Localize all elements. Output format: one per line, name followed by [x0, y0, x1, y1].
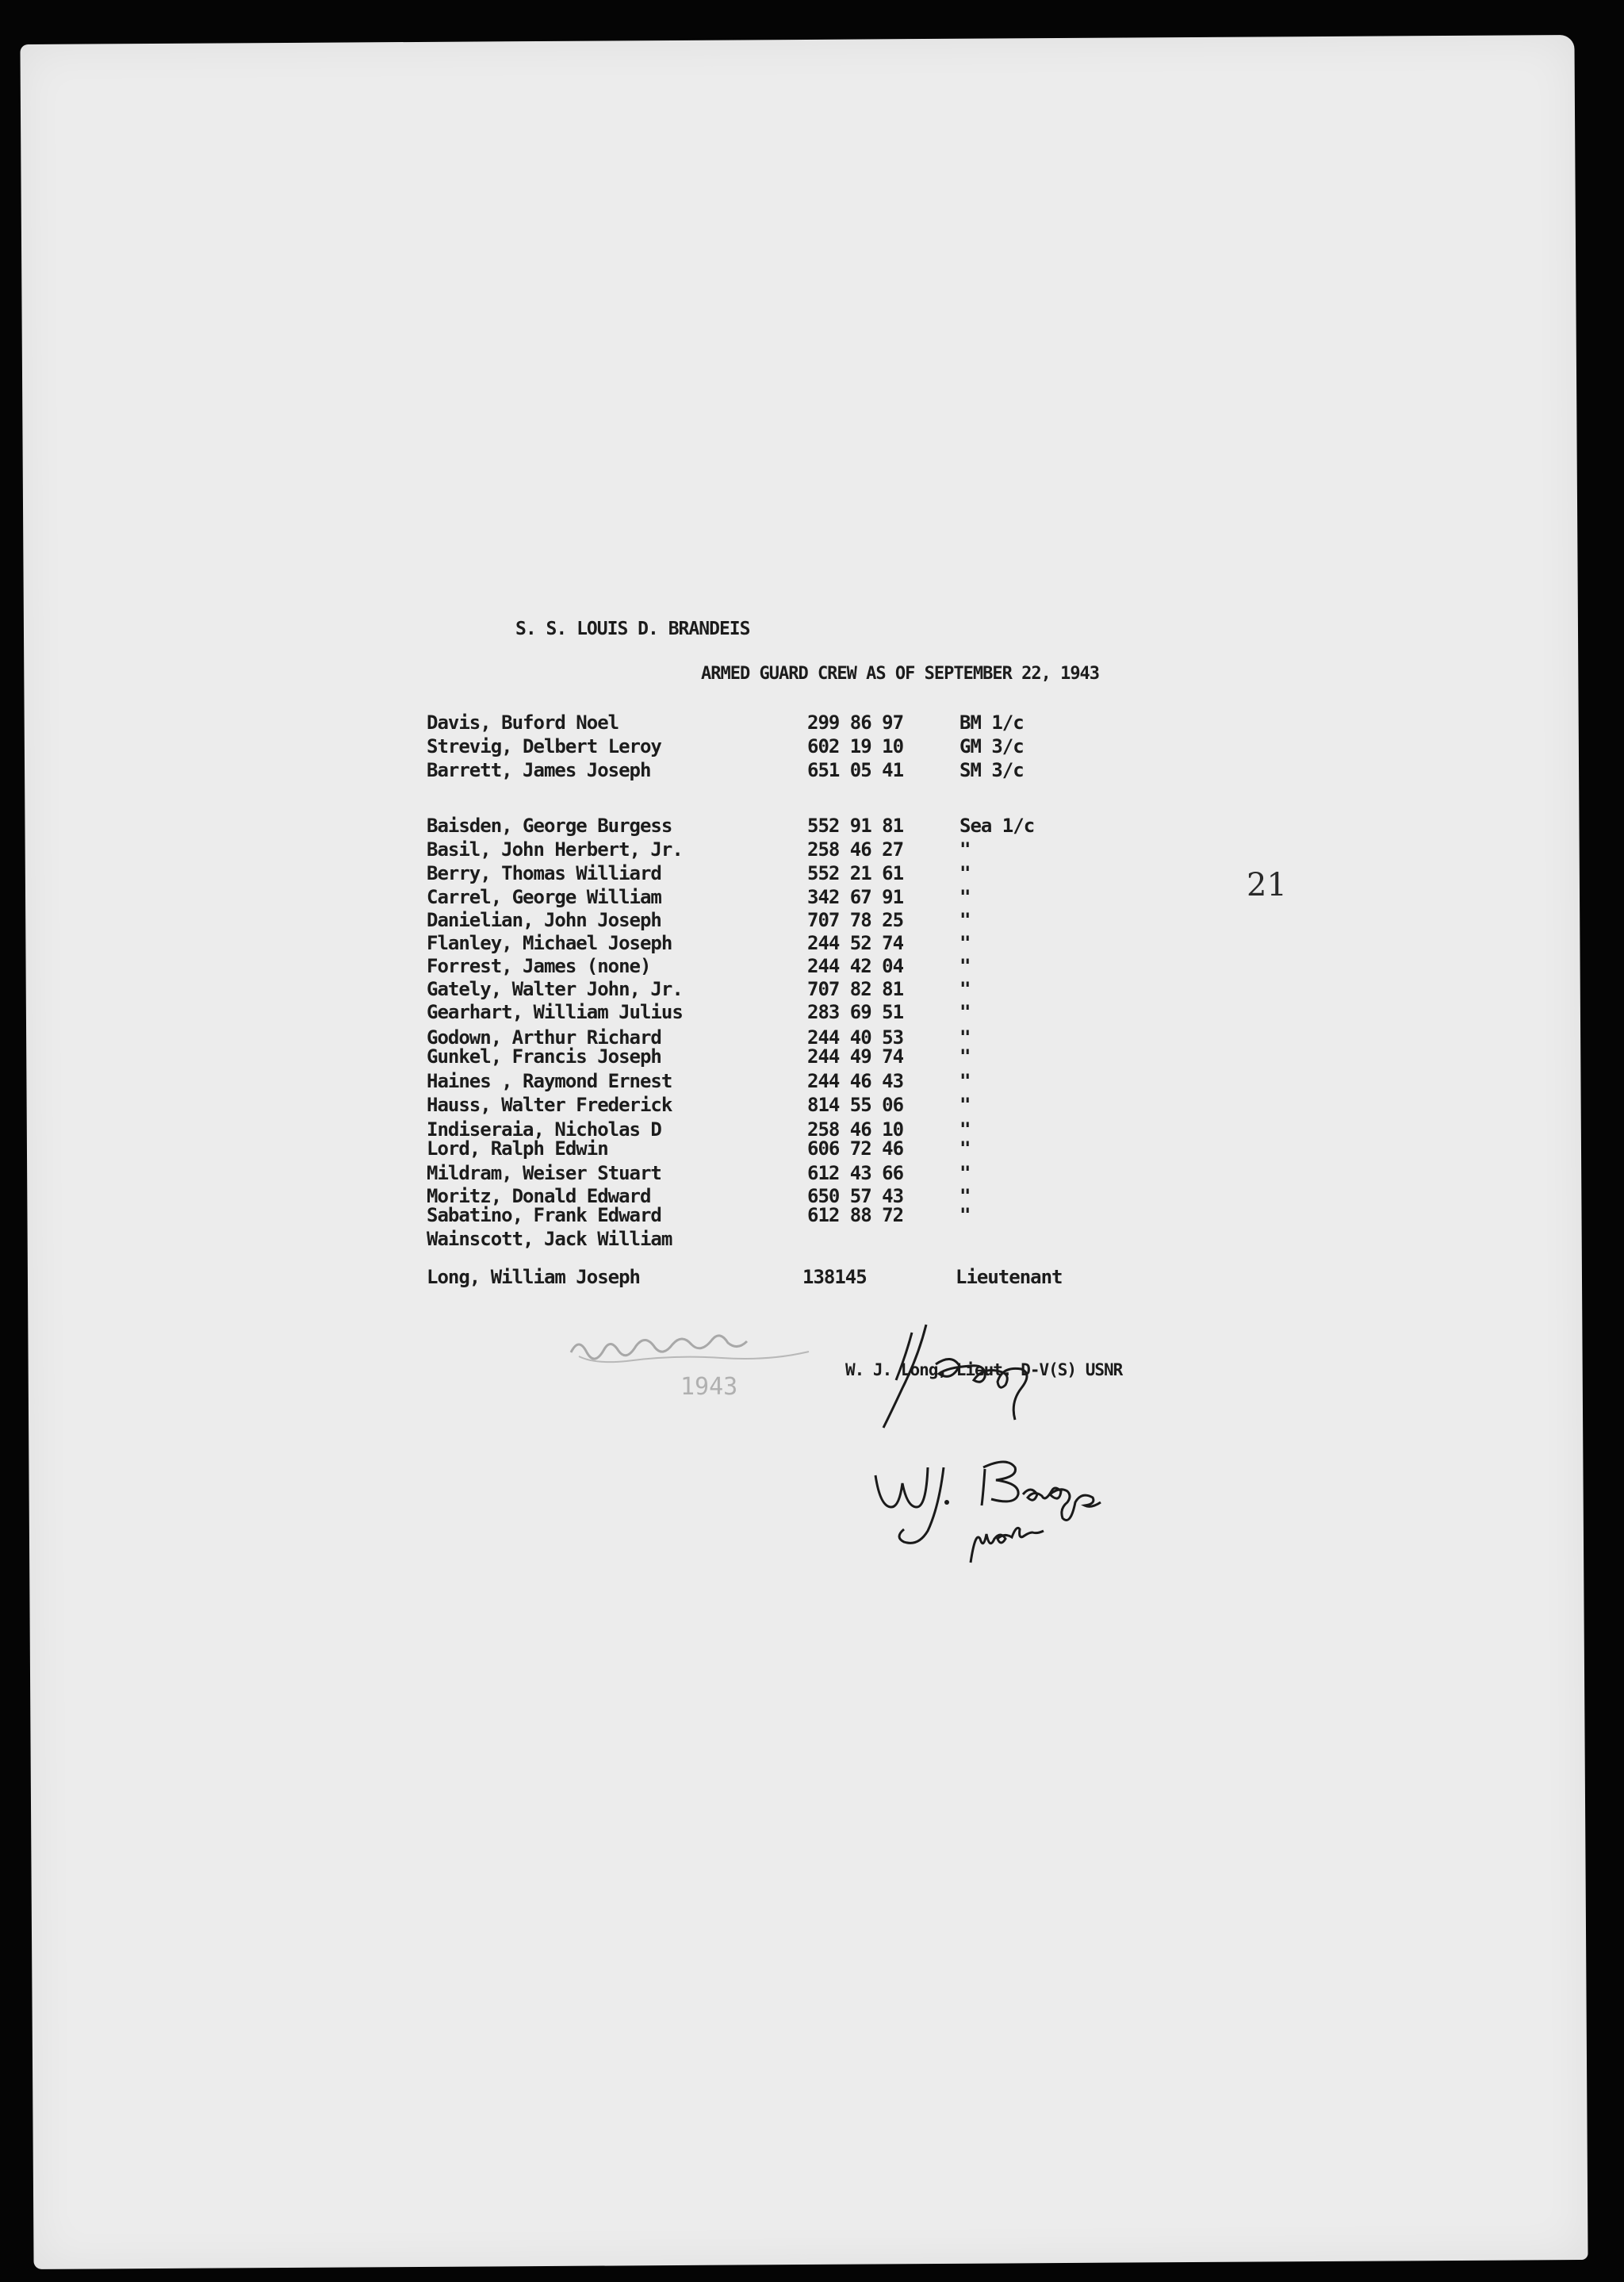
crew-row — [0, 711, 1189, 735]
crew-row — [0, 1266, 1189, 1290]
crew-row — [0, 932, 1189, 956]
crew-row — [0, 955, 1189, 979]
crew-rate: " — [959, 862, 971, 884]
crew-rate: " — [959, 1070, 971, 1092]
service-number: 552 21 61 — [807, 862, 904, 884]
crew-name: Strevig, Delbert Leroy — [427, 735, 661, 757]
service-number: 299 86 97 — [807, 711, 904, 734]
crew-name: Moritz, Donald Edward — [427, 1185, 651, 1207]
crew-row — [0, 1094, 1189, 1118]
service-number: 244 49 74 — [807, 1045, 904, 1068]
crew-rate: BM 1/c — [959, 711, 1024, 734]
crew-row — [0, 735, 1189, 759]
crew-name: Indiseraia, Nicholas D — [427, 1118, 661, 1141]
ship-title: S. S. LOUIS D. BRANDEIS — [515, 619, 750, 639]
service-number: 258 46 27 — [807, 838, 904, 861]
crew-row — [0, 759, 1189, 783]
service-number: 606 72 46 — [807, 1137, 904, 1160]
service-number: 244 40 53 — [807, 1026, 904, 1049]
service-number: 707 78 25 — [807, 909, 904, 931]
service-number: 244 42 04 — [807, 955, 904, 977]
service-number: 651 05 41 — [807, 759, 904, 781]
crew-row — [0, 978, 1189, 1002]
crew-name: Davis, Buford Noel — [427, 711, 619, 734]
crew-rate: Sea 1/c — [959, 815, 1035, 837]
crew-name: Sabatino, Frank Edward — [427, 1204, 661, 1226]
crew-name: Gearhart, William Julius — [427, 1001, 683, 1023]
service-number: 244 52 74 — [807, 932, 904, 954]
crew-name: Forrest, James (none) — [427, 955, 651, 977]
crew-row — [0, 886, 1189, 910]
crew-rate: " — [959, 1001, 971, 1023]
crew-row — [0, 909, 1189, 933]
service-number: 707 82 81 — [807, 978, 904, 1000]
crew-row — [0, 1228, 1189, 1252]
service-number: 814 55 06 — [807, 1094, 904, 1116]
service-number: 552 91 81 — [807, 815, 904, 837]
crew-rate: " — [959, 955, 971, 977]
crew-rate: " — [959, 909, 971, 931]
service-number: 258 46 10 — [807, 1118, 904, 1141]
crew-rate: " — [959, 886, 971, 908]
crew-name: Danielian, John Joseph — [427, 909, 661, 931]
crew-row — [0, 1045, 1189, 1069]
service-number: 138145 — [802, 1266, 867, 1288]
crew-rate: SM 3/c — [959, 759, 1024, 781]
crew-rate: " — [959, 1045, 971, 1068]
crew-rate: " — [959, 1185, 971, 1207]
service-number: 244 46 43 — [807, 1070, 904, 1092]
crew-row — [0, 1204, 1189, 1228]
service-number: 650 57 43 — [807, 1185, 904, 1207]
crew-rate: " — [959, 838, 971, 861]
crew-name: Berry, Thomas Williard — [427, 862, 661, 884]
page-number: 21 — [1247, 867, 1287, 903]
crew-name: Baisden, George Burgess — [427, 815, 672, 837]
crew-rate: " — [959, 978, 971, 1000]
crew-name: Haines , Raymond Ernest — [427, 1070, 672, 1092]
crew-name: Mildram, Weiser Stuart — [427, 1162, 661, 1184]
signature-block: W. J. Long, Lieut. D-V(S) USNR — [845, 1360, 1123, 1379]
crew-name: Carrel, George William — [427, 886, 661, 908]
crew-name: Long, William Joseph — [427, 1266, 640, 1288]
long-signature-icon — [864, 1309, 1071, 1444]
crew-name: Gunkel, Francis Joseph — [427, 1045, 661, 1068]
crew-name: Gately, Walter John, Jr. — [427, 978, 683, 1000]
crew-row — [0, 838, 1189, 862]
crew-rate: " — [959, 932, 971, 954]
service-number: 612 88 72 — [807, 1204, 904, 1226]
crew-name: Godown, Arthur Richard — [427, 1026, 661, 1049]
stamp-date-text: 1943 — [680, 1373, 738, 1401]
crew-rate: Lieutenant — [956, 1266, 1063, 1288]
crew-row — [0, 815, 1189, 838]
crew-rate: " — [959, 1137, 971, 1160]
service-number: 612 43 66 — [807, 1162, 904, 1184]
receipt-stamp — [555, 1317, 856, 1404]
crew-row — [0, 862, 1189, 886]
crew-row — [0, 1001, 1189, 1025]
roster-heading: ARMED GUARD CREW AS OF SEPTEMBER 22, 1943 — [701, 664, 1100, 684]
crew-rate: " — [959, 1118, 971, 1141]
crew-name: Lord, Ralph Edwin — [427, 1137, 608, 1160]
crew-rate: GM 3/c — [959, 735, 1024, 757]
crew-rate: " — [959, 1162, 971, 1184]
crew-row — [0, 1162, 1189, 1186]
service-number: 602 19 10 — [807, 735, 904, 757]
crew-rate: " — [959, 1204, 971, 1226]
master-signature-icon — [864, 1444, 1134, 1586]
crew-name: Basil, John Herbert, Jr. — [427, 838, 683, 861]
crew-name: Hauss, Walter Frederick — [427, 1094, 672, 1116]
crew-name: Barrett, James Joseph — [427, 759, 651, 781]
crew-name: Wainscott, Jack William — [427, 1228, 672, 1250]
crew-rate: " — [959, 1026, 971, 1049]
crew-row — [0, 1137, 1189, 1161]
crew-rate: " — [959, 1094, 971, 1116]
crew-name: Flanley, Michael Joseph — [427, 932, 672, 954]
crew-row — [0, 1070, 1189, 1094]
service-number: 342 67 91 — [807, 886, 904, 908]
service-number: 283 69 51 — [807, 1001, 904, 1023]
